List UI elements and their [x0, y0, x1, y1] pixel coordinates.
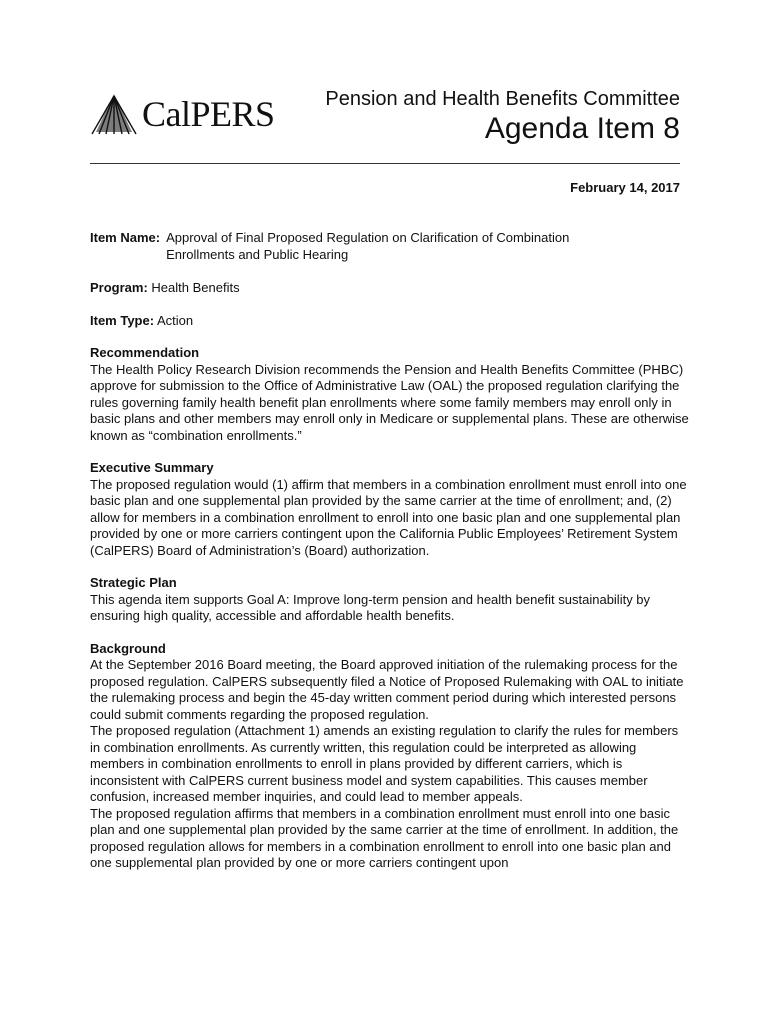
background-paragraph-2: The proposed regulation (Attachment 1) amends an existing regulation to clarify the rules for members in combination enrollments. As currently written, this regulation could be interpreted as allowing members in combination enrollments to enroll in plans provided by different carriers, which is inconsistent with CalPERS current business model and system capabilities. This causes member confusion, increased member inquiries, and could lead to member appeals.: [90, 723, 679, 804]
item-type-value: Action: [156, 312, 194, 328]
program-label: Program:: [90, 280, 148, 295]
item-name-field: [90, 230, 690, 263]
item-type-field: [90, 313, 690, 330]
item-name-label: Item Name:: [90, 230, 161, 245]
header-divider: [90, 163, 680, 164]
background-heading: Background: [90, 640, 166, 656]
logo-text: CalPERS: [142, 94, 275, 134]
strategic-plan-text: This agenda item supports Goal A: Improve long-term pension and health benefit sustainability by ensuring high quality, accessible and affordable health benefits.: [90, 591, 651, 623]
item-type-label: Item Type:: [90, 312, 155, 328]
item-name-value: Approval of Final Proposed Regulation on Clarification of Combination Enrollments and Public Hearing: [166, 230, 570, 262]
recommendation-heading: Recommendation: [90, 345, 200, 360]
calpers-logo: [90, 92, 280, 138]
strategic-plan-heading: Strategic Plan: [90, 575, 177, 590]
background-text: At the September 2016 Board meeting, the Board approved initiation of the rulemaking process for the proposed regulation. CalPERS subsequently filed a Notice of Proposed Rulemaking with OAL to initiate the rulemaking process and begin the 45-day written comment period during which interested persons could submit comments regarding the proposed regulation.: [90, 657, 684, 722]
background-paragraph-3: The proposed regulation affirms that members in a combination enrollment must enroll into one basic plan and one supplemental plan provided by the same carrier at the time of enrollment. In addition, the proposed regulation allows for members in a combination enrollment to enroll into one basic plan and one supplemental plan provided by one or more carriers contingent upon: [90, 805, 679, 870]
program-field: [90, 280, 690, 297]
executive-summary-section: [90, 460, 690, 559]
background-section: [90, 641, 690, 872]
program-value: Health Benefits: [151, 280, 240, 295]
committee-name: Pension and Health Benefits Committee: [325, 88, 680, 110]
meeting-date: February 14, 2017: [570, 180, 680, 195]
recommendation-section: [90, 345, 690, 444]
executive-summary-heading: Executive Summary: [90, 460, 214, 475]
document-body: [90, 230, 690, 888]
strategic-plan-section: [90, 575, 690, 625]
recommendation-text: The Health Policy Research Division recommends the Pension and Health Benefits Committee (PHBC) approve for submission to the Office of Administrative Law (OAL) the proposed regulation clarifying the rules governing family health benefit plan enrollments where some family members may enroll only in basic plans and other members may enroll only in Medicare or supplemental plans. These are otherwise known as “combination enrollments.”: [90, 361, 689, 443]
executive-summary-text: The proposed regulation would (1) affirm that members in a combination enrollment must enroll into one basic plan and one supplemental plan provided by the same carrier at the time of enrollment; and, (2) allow for members in a combination enrollment to enroll into one basic plan and one supplemental plan provided by one or more carriers contingent upon the California Public Employees’ Retirement System (CalPERS) Board of Administration’s (Board) authorization.: [90, 476, 687, 558]
agenda-item-title: Agenda Item 8: [484, 112, 680, 145]
calpers-sunburst-icon: [90, 92, 138, 138]
